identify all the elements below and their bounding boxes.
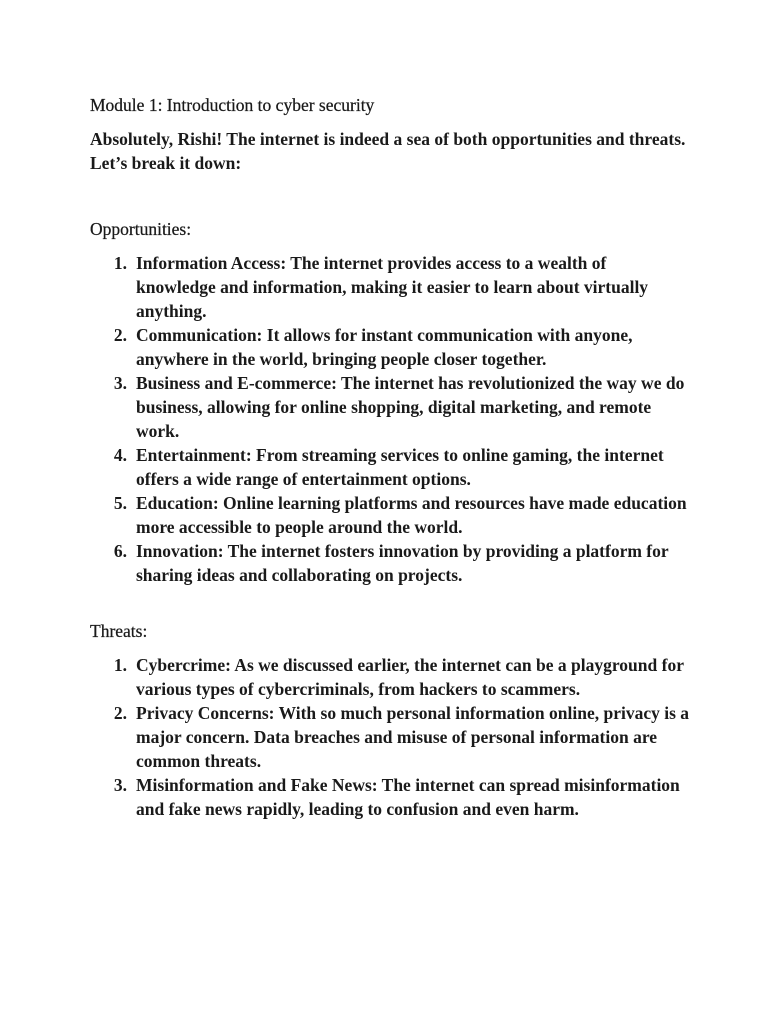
document-body [90, 93, 690, 821]
list-item-number: 2. [113, 703, 127, 723]
list-item [90, 773, 690, 821]
list-item [90, 443, 690, 491]
list-item-text: Cybercrime: As we discussed earlier, the internet can be a playground for various types of cybercriminals, from hackers to scammers. [136, 655, 684, 699]
list-item [90, 251, 690, 323]
list-item-number: 2. [113, 325, 127, 345]
list-item [90, 701, 690, 773]
intro-paragraph: Absolutely, Rishi! The internet is indeed a sea of both opportunities and threats. Let’s break it down: [90, 129, 686, 173]
list-item [90, 539, 690, 587]
list-item-number: 4. [113, 445, 127, 465]
list-item-text: Business and E-commerce: The internet has revolutionized the way we do business, allowing for online shopping, digital marketing, and remote work. [136, 373, 685, 441]
list-item-text: Information Access: The internet provides access to a wealth of knowledge and information, making it easier to learn about virtually anything. [136, 253, 649, 321]
list-item-text: Innovation: The internet fosters innovation by providing a platform for sharing ideas and collaborating on projects. [136, 541, 669, 585]
list-item-text: Communication: It allows for instant communication with anyone, anywhere in the world, bringing people closer together. [136, 325, 633, 369]
list-item [90, 323, 690, 371]
threats-heading: Threats: [90, 621, 148, 641]
page-title: Module 1: Introduction to cyber security [90, 95, 375, 115]
list-item-number: 1. [113, 253, 127, 273]
list-item-number: 6. [113, 541, 127, 561]
list-item [90, 371, 690, 443]
list-item-text: Entertainment: From streaming services to online gaming, the internet offers a wide range of entertainment options. [136, 445, 664, 489]
list-item-number: 5. [113, 493, 127, 513]
threats-list [90, 653, 690, 821]
list-item-number: 3. [113, 775, 127, 795]
list-item-text: Misinformation and Fake News: The internet can spread misinformation and fake news rapidly, leading to confusion and even harm. [136, 775, 680, 819]
list-item-number: 1. [113, 655, 127, 675]
list-item-number: 3. [113, 373, 127, 393]
list-item [90, 491, 690, 539]
list-item-text: Education: Online learning platforms and resources have made education more accessible to people around the world. [136, 493, 687, 537]
opportunities-heading: Opportunities: [90, 219, 192, 239]
list-item-text: Privacy Concerns: With so much personal information online, privacy is a major concern. Data breaches and misuse of personal information are common threats. [136, 703, 690, 771]
opportunities-list [90, 251, 690, 587]
list-item [90, 653, 690, 701]
